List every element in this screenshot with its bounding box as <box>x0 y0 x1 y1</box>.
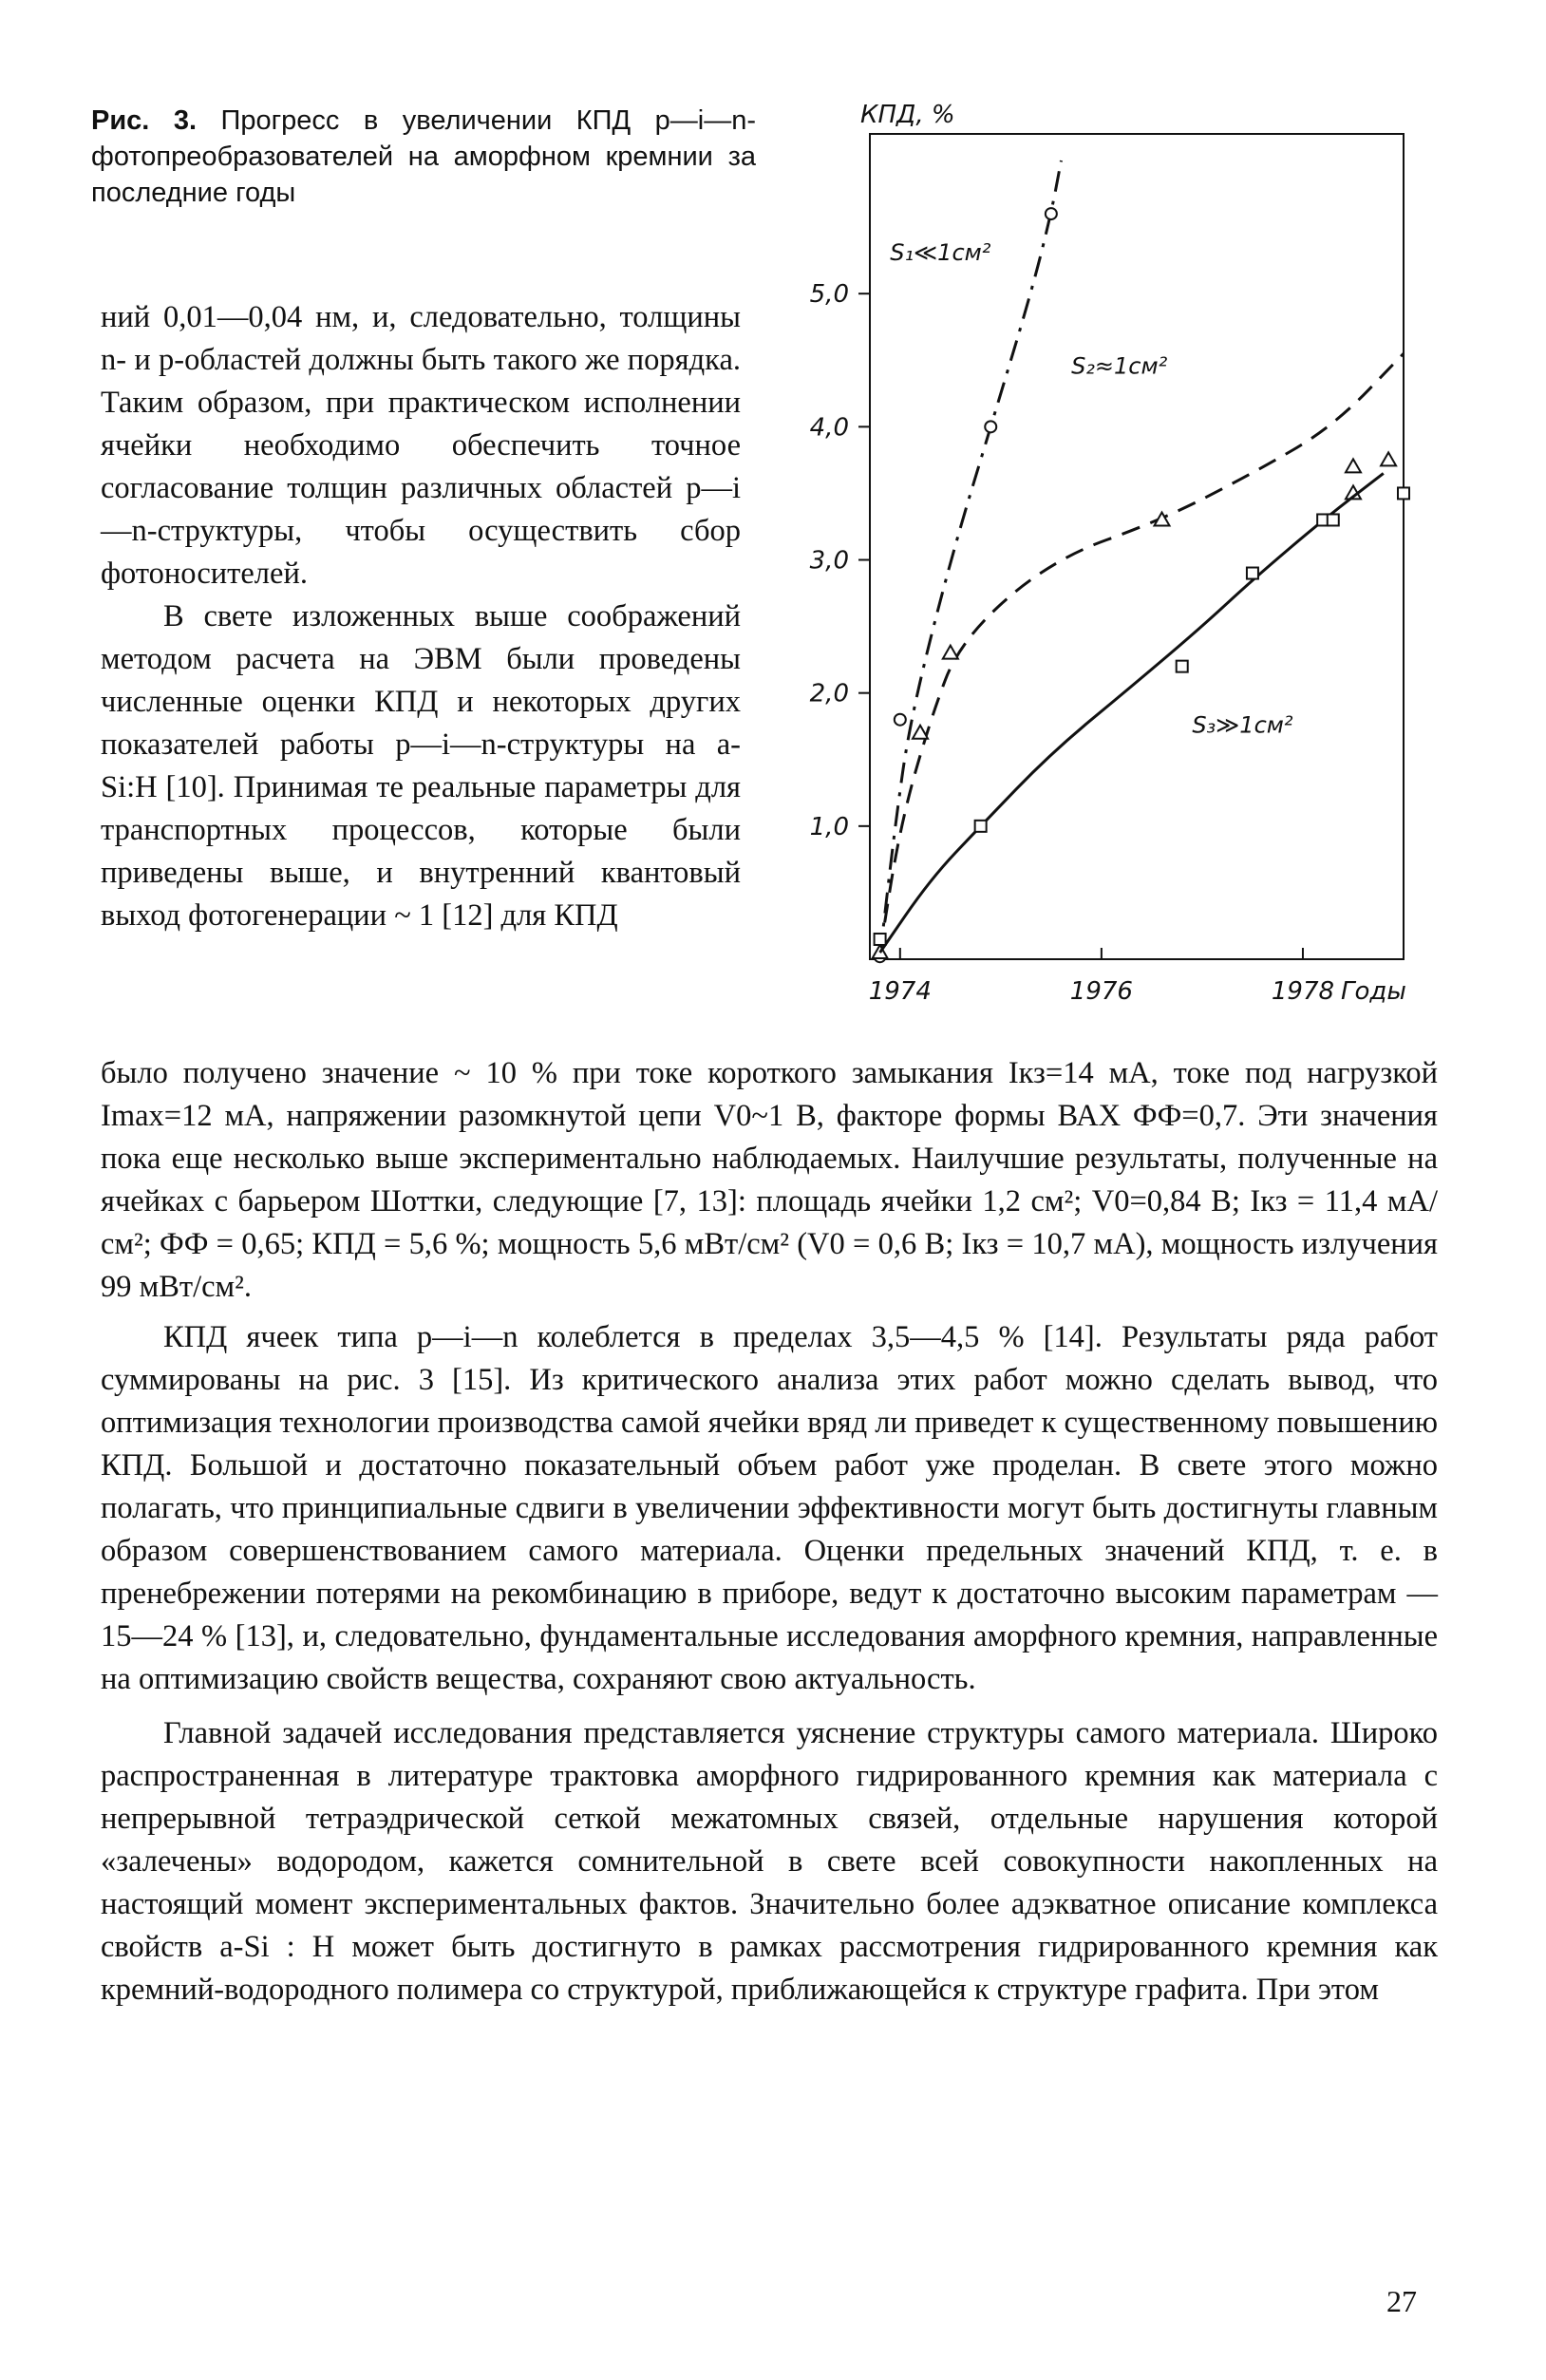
x-tick-label: 1974 <box>868 977 932 1006</box>
data-point-triangle <box>943 646 958 659</box>
y-tick-label: 5,0 <box>809 280 849 310</box>
paragraph: КПД ячеек типа p—i—n колеблется в пределах 3,5—4,5 % [14]. Результаты ряда работ суммированы на рис. 3 [15]. Из критического анализа этих работ можно сделать вывод, что оптимизация технологии производства самой ячейки вряд ли приведет к существенному повышению КПД. Большой и достаточно показательный объем работ уже проделан. В свете этого можно полагать, что принципиальные сдвиги в увеличении эффективности могут быть достигнуты главным образом совершенствованием самого материала. Оценки предельных значений КПД, т. е. в пренебрежении потерями на рекомбинацию в приборе, ведут к достаточно высоким параметрам — 15—24 % [13], и, следовательно, фундаментальные исследования аморфного кремния, направленные на оптимизацию свойств вещества, сохраняют свою актуальность. <box>101 1320 1438 1696</box>
figure-caption <box>91 103 756 211</box>
page-number: 27 <box>1386 2284 1417 2318</box>
paragraph: было получено значение ~ 10 % при токе короткого замыкания Iкз=14 мА, токе под нагрузкой Imax=12 мА, напряжении разомкнутой цепи V0~1 В, факторе формы ВАХ ФФ=0,7. Эти значения пока еще несколько выше экспериментально наблюдаемых. Наилучшие результаты, полученные на ячейках с барьером Шоттки, следующие [7, 13]: площадь ячейки 1,2 см²; V0=0,84 В; Iкз = 11,4 мА/см²; ФФ = 0,65; КПД = 5,6 %; мощность 5,6 мВт/см² (V0 = 0,6 В; Iкз = 10,7 мА), мощность излучения 99 мВт/см². <box>101 1056 1438 1304</box>
data-point-circle <box>985 421 996 432</box>
paragraph: В свете изложенных выше соображений методом расчета на ЭВМ были проведены численные оценки КПД и некоторых других показателей работы p—i—n-структуры на a-Si:H [10]. Принимая те реальные параметры для транспортных процессов, которые были приведены выше, и внутренний квантовый выход фотогенерации ~ 1 [12] для КПД <box>101 599 741 933</box>
paragraph: Главной задачей исследования представляется уяснение структуры самого материала. Широко распространенная в литературе трактовка аморфного гидрированного кремния как материала с непрерывной тетраэдрической сеткой межатомных связей, отдельные нарушения которой «залечены» водородом, кажется сомнительной в свете всей совокупности накопленных на настоящий момент экспериментальных фактов. Значительно более адэкватное описание комплекса свойств a-Si : H может быть достигнуто в рамках рассмотрения гидрированного кремния как кремний-водородного полимера со структурой, приближающейся к структуре графита. При этом <box>101 1716 1438 2007</box>
data-point-triangle <box>1381 452 1396 465</box>
body-text <box>101 1052 1438 2012</box>
y-tick-label: 2,0 <box>809 679 849 708</box>
data-point-square <box>1398 487 1409 499</box>
data-point-square <box>875 934 886 945</box>
data-point-triangle <box>1346 459 1361 472</box>
data-point-square <box>1177 661 1188 672</box>
x-axis-label: Годы <box>1340 977 1406 1006</box>
column-text <box>101 296 741 937</box>
y-tick-label: 1,0 <box>809 812 849 841</box>
y-axis-label: КПД, % <box>860 101 955 129</box>
y-tick-label: 4,0 <box>809 413 849 443</box>
figure-caption-text: Прогресс в увеличении КПД p—i—n-фотопреобразователей на аморфном кремнии за последние годы <box>91 105 756 208</box>
data-point-square <box>975 821 987 832</box>
data-point-triangle <box>913 726 928 739</box>
series-line <box>880 473 1384 953</box>
data-point-square <box>1247 568 1258 579</box>
data-point-circle <box>1046 208 1057 219</box>
series-label: S₃≫1см² <box>1192 711 1293 739</box>
efficiency-chart <box>798 100 1462 1040</box>
series-line <box>880 353 1404 953</box>
data-point-circle <box>895 714 906 726</box>
y-tick-label: 3,0 <box>809 546 849 576</box>
paragraph: ний 0,01—0,04 нм, и, следовательно, толщины n- и p-областей должны быть такого же порядка. Таким образом, при практическом исполнении ячейки необходимо обеспечить точное согласование толщин различных областей p—i—n-структуры, чтобы осуществить сбор фотоносителей. <box>101 300 741 591</box>
figure-label: Рис. 3. <box>91 105 198 136</box>
series-label: S₂≈1см² <box>1071 352 1168 380</box>
data-point-square <box>1328 514 1339 525</box>
x-tick-label: 1978 <box>1271 977 1335 1006</box>
series-label: S₁≪1см² <box>890 239 991 267</box>
figure-chart <box>798 100 1462 1040</box>
x-tick-label: 1976 <box>1069 977 1133 1006</box>
